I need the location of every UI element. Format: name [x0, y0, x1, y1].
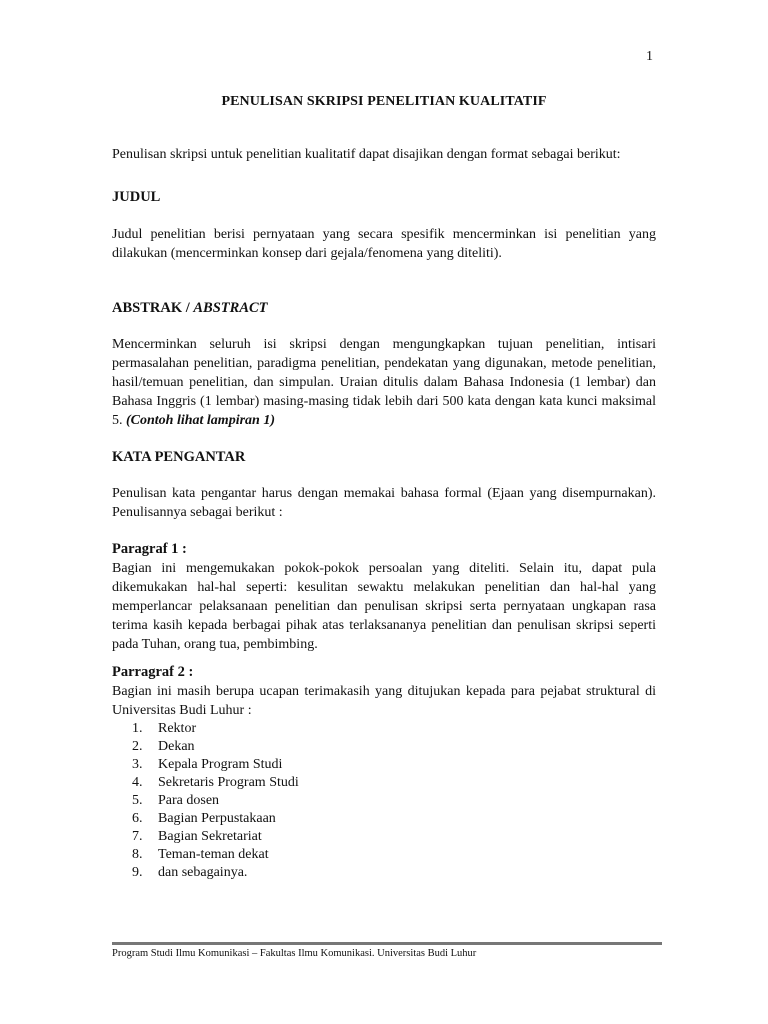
- paragraf1-paragraph: Bagian ini mengemukakan pokok-pokok persoalan yang diteliti. Selain itu, dapat pula dikemukakan hal-hal seperti: kesulitan sewaktu melakukan penelitian dan hal-hal yang memperlancar pelaksanaan penelitian dan penulisan skripsi serta pernyataan ungkapan rasa terima kasih kepada berbagai pihak atas terlaksananya penelitian dan penulisan skripsi seperti pada Tuhan, orang tua, pembimbing.: [112, 561, 656, 652]
- list-item: 9. dan sebagainya.: [132, 865, 248, 880]
- list-item: 2. Dekan: [132, 739, 195, 754]
- footer-divider: [112, 942, 662, 945]
- abstrak-note: (Contoh lihat lampiran 1): [126, 413, 275, 428]
- abstrak-heading: [112, 299, 656, 318]
- list-item: 8. Teman-teman dekat: [132, 847, 269, 862]
- abstrak-text: Mencerminkan seluruh isi skripsi dengan mengungkapkan tujuan penelitian, intisari permasalahan penelitian, paradigma penelitian, pendekatan yang digunakan, metode penelitian, hasil/temuan penelitian, dan simpulan. Uraian ditulis dalam Bahasa Indonesia (1 lembar) dan Bahasa Inggris (1 lembar) masing-masing tidak lebih dari 500 kata dengan kata kunci maksimal 5.: [112, 337, 656, 428]
- paragraf2-paragraph: Bagian ini masih berupa ucapan terimakasih yang ditujukan kepada para pejabat struktural di Universitas Budi Luhur :: [112, 684, 656, 718]
- document-title: PENULISAN SKRIPSI PENELITIAN KUALITATIF: [221, 94, 547, 109]
- paragraf2-heading: Parragraf 2 :: [112, 664, 194, 680]
- abstrak-paragraph: [112, 335, 656, 430]
- judul-paragraph: Judul penelitian berisi pernyataan yang secara spesifik mencerminkan isi penelitian yang dilakukan (mencerminkan konsep dari gejala/fenomena yang diteliti).: [112, 227, 656, 261]
- list-item: 7. Bagian Sekretariat: [132, 829, 262, 844]
- abstrak-heading-italic: ABSTRACT: [193, 300, 268, 316]
- list-item: 4. Sekretaris Program Studi: [132, 775, 299, 790]
- list-item: 1. Rektor: [132, 721, 197, 736]
- page-footer: Program Studi Ilmu Komunikasi – Fakultas Ilmu Komunikasi. Universitas Budi Luhur: [112, 948, 477, 959]
- abstrak-heading-plain: ABSTRAK /: [112, 300, 194, 316]
- kata-pengantar-paragraph: Penulisan kata pengantar harus dengan memakai bahasa formal (Ejaan yang disempurnakan). Penulisannya sebagai berikut :: [112, 486, 656, 520]
- list-item: 6. Bagian Perpustakaan: [132, 811, 276, 826]
- paragraf1-heading: Paragraf 1 :: [112, 541, 187, 557]
- judul-heading: JUDUL: [112, 189, 161, 205]
- intro-paragraph: Penulisan skripsi untuk penelitian kualitatif dapat disajikan dengan format sebagai berikut:: [112, 147, 621, 162]
- list-item: 5. Para dosen: [132, 793, 220, 808]
- list-item: 3. Kepala Program Studi: [132, 757, 283, 772]
- document-body: [112, 145, 656, 882]
- pejabat-list: [112, 720, 656, 882]
- page-number: 1: [646, 49, 653, 64]
- kata-pengantar-heading: KATA PENGANTAR: [112, 449, 246, 465]
